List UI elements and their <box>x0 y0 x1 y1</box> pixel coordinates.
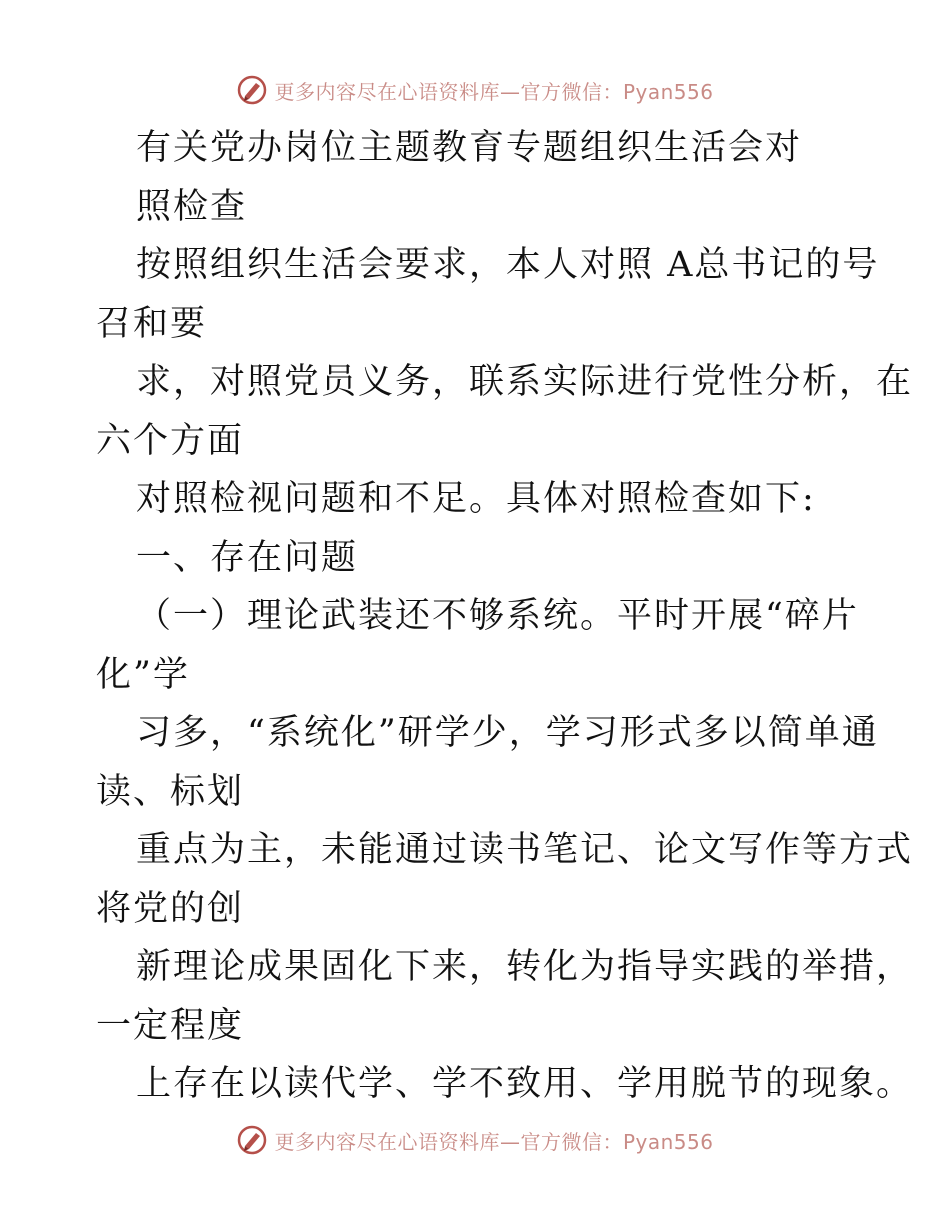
text-line: 读、标划 <box>96 771 245 812</box>
text-line: 求，对照党员义务，联系实际进行党性分析，在 <box>136 362 914 402</box>
header-watermark <box>0 70 950 110</box>
text-line: 化”学 <box>96 654 190 695</box>
watermark-text: 更多内容尽在心语资料库—官方微信：Pyan556 <box>274 79 714 104</box>
text-line: 重点为主，未能通过读书笔记、论文写作等方式 <box>136 830 914 870</box>
text-line: 六个方面 <box>96 420 245 461</box>
text-line: 将党的创 <box>96 888 245 929</box>
text-line: 习多，“系统化”研学少，学习形式多以简单通 <box>136 713 879 753</box>
section-heading: 一、存在问题 <box>136 537 359 578</box>
pen-logo-icon <box>236 74 268 106</box>
text-line: （一）理论武装还不够系统。平时开展“碎片 <box>136 596 859 636</box>
text-line: 按照组织生活会要求，本人对照 A总书记的号 <box>136 245 880 285</box>
text-line: 对照检视问题和不足。具体对照检查如下: <box>136 479 816 519</box>
pen-logo-icon <box>236 1124 268 1156</box>
text-line: 召和要 <box>96 303 208 344</box>
text-line: 有关党办岗位主题教育专题组织生活会对 <box>136 128 803 168</box>
text-line: 照检查 <box>136 186 248 227</box>
text-line: 新理论成果固化下来，转化为指导实践的举措， <box>136 947 914 987</box>
text-line: 一定程度 <box>96 1005 245 1046</box>
watermark-text: 更多内容尽在心语资料库—官方微信：Pyan556 <box>274 1129 714 1154</box>
document-body <box>96 119 914 1114</box>
footer-watermark <box>0 1120 950 1160</box>
text-line: 上存在以读代学、学不致用、学用脱节的现象。 <box>136 1064 914 1104</box>
